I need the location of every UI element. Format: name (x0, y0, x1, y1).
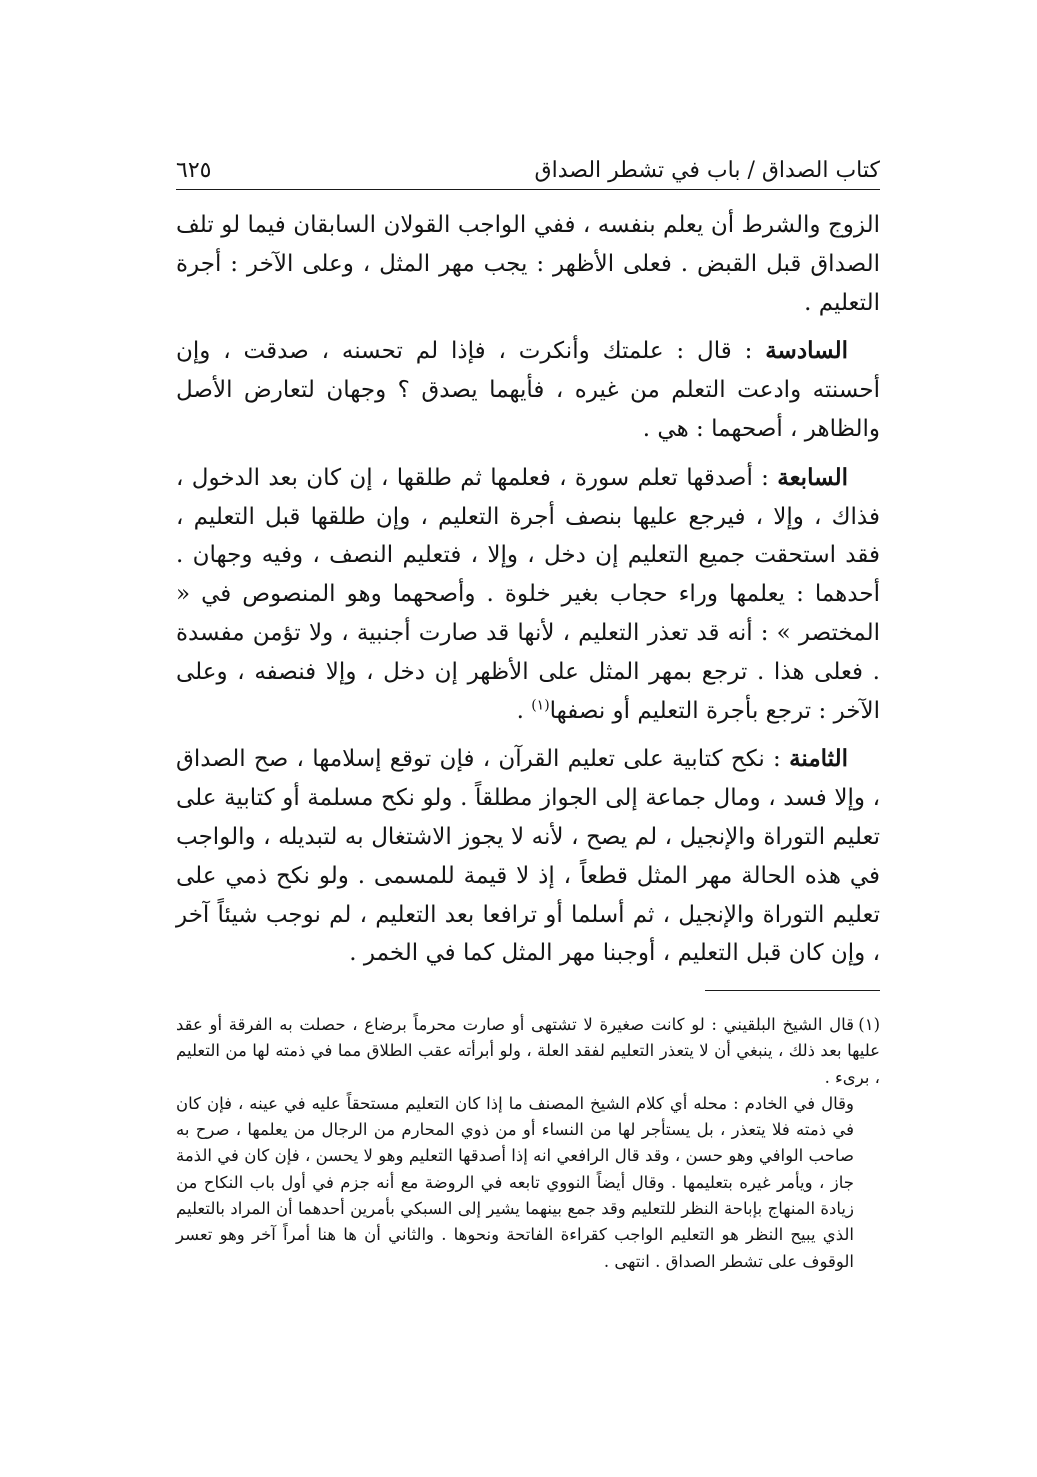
paragraph-seventh (176, 459, 880, 731)
footnote-text: وقال في الخادم : محله أي كلام الشيخ المصنف ما إذا كان التعليم مستحقاً عليه في عينه ، فإن كان في ذمته فلا يتعذر ، بل يستأجر لها من النساء أو من ذوي المحارم من الرجال من يعلمها ، صرح به صاحب الوافي وهو حسن ، وقد قال الرافعي انه إذا أصدقها التعليم وهو لا يحسن ، فإن كان في الذمة جاز ، ويأمر غيره بتعليمها . وقال أيضاً النووي تابعه في الروضة مع أنه جزم في أول باب النكاح من زيادة المنهاج بإباحة النظر للتعليم وقد جمع بينهما يشير إلى السبكي بأمرين أحدهما أن المراد بالتعليم الذي يبيح النظر هو التعليم الواجب كقراءة الفاتحة ونحوها . والثاني أن ها هنا أمراً آخر وهو تعسر الوقوف على تشطر الصداق . انتهى . (176, 1093, 854, 1271)
footnote-reference[interactable]: (١) (531, 696, 550, 713)
page-header (176, 146, 880, 190)
paragraph-eighth (176, 740, 880, 973)
section-heading-seventh: السابعة (777, 463, 848, 491)
footnote-text: قال الشيخ البلقيني : لو كانت صغيرة لا تشتهى أو صارت محرماً برضاع ، حصلت به الفرقة أو عقد عليها بعد ذلك ، ينبغي أن لا يتعذر التعليم لفقد العلة ، ولو أبرأته عقب الطلاق مما في ذمته لها من التعليم ، برىء . (176, 1015, 880, 1087)
section-heading-sixth: السادسة (765, 337, 848, 365)
footnote-number: (١) (858, 1015, 880, 1034)
paragraph-text: : نكح كتابية على تعليم القرآن ، فإن توقع إسلامها ، صح الصداق ، وإلا فسد ، ومال جماعة إلى الجواز مطلقاً . ولو نكح مسلمة أو كتابية على تعليم التوراة والإنجيل ، لم يصح ، لأنه لا يجوز الاشتغال به لتبديله ، والواجب في هذه الحالة مهر المثل قطعاً ، إذ لا قيمة للمسمى . ولو نكح ذمي على تعليم التوراة والإنجيل ، ثم أسلما أو ترافعا بعد التعليم ، لم نوجب شيئاً آخر ، وإن كان قبل التعليم ، أوجبنا مهر المثل كما في الخمر . (176, 746, 880, 967)
footnote-1-continuation (176, 1091, 880, 1275)
paragraph-text-tail: . (516, 697, 532, 724)
main-text (176, 206, 880, 983)
footnote-1 (176, 1012, 880, 1091)
paragraph-sixth (176, 332, 880, 448)
paragraph-text: الزوج والشرط أن يعلم بنفسه ، ففي الواجب القولان السابقان فيما لو تلف الصداق قبل القبض . فعلى الأظهر : يجب مهر المثل ، وعلى الآخر : أجرة التعليم . (176, 212, 880, 316)
paragraph-continuation (176, 206, 880, 322)
paragraph-text: : قال : علمتك وأنكرت ، فإذا لم تحسنه ، صدقت ، وإن أحسنته وادعت التعلم من غيره ، فأيهما يصدق ؟ وجهان لتعارض الأصل والظاهر ، أصحهما : هي . (176, 338, 880, 442)
footnote-divider (705, 990, 880, 991)
running-title: كتاب الصداق / باب في تشطر الصداق (534, 158, 880, 183)
paragraph-text: : أصدقها تعلم سورة ، فعلمها ثم طلقها ، إن كان بعد الدخول ، فذاك ، وإلا ، فيرجع عليها بنصف أجرة التعليم ، وإن طلقها قبل التعليم ، فقد استحقت جميع التعليم إن دخل ، وإلا ، فتعليم النصف ، وفيه وجهان . أحدهما : يعلمها وراء حجاب بغير خلوة . وأصحهما وهو المنصوص في « المختصر » : أنه قد تعذر التعليم ، لأنها قد صارت أجنبية ، ولا تؤمن مفسدة . فعلى هذا . ترجع بمهر المثل على الأظهر إن دخل ، وإلا فنصفه ، وعلى الآخر : ترجع بأجرة التعليم أو نصفها (176, 464, 880, 724)
section-heading-eighth: الثامنة (789, 745, 848, 773)
page-number: ٦٢٥ (176, 158, 212, 183)
footnotes (176, 1012, 880, 1275)
